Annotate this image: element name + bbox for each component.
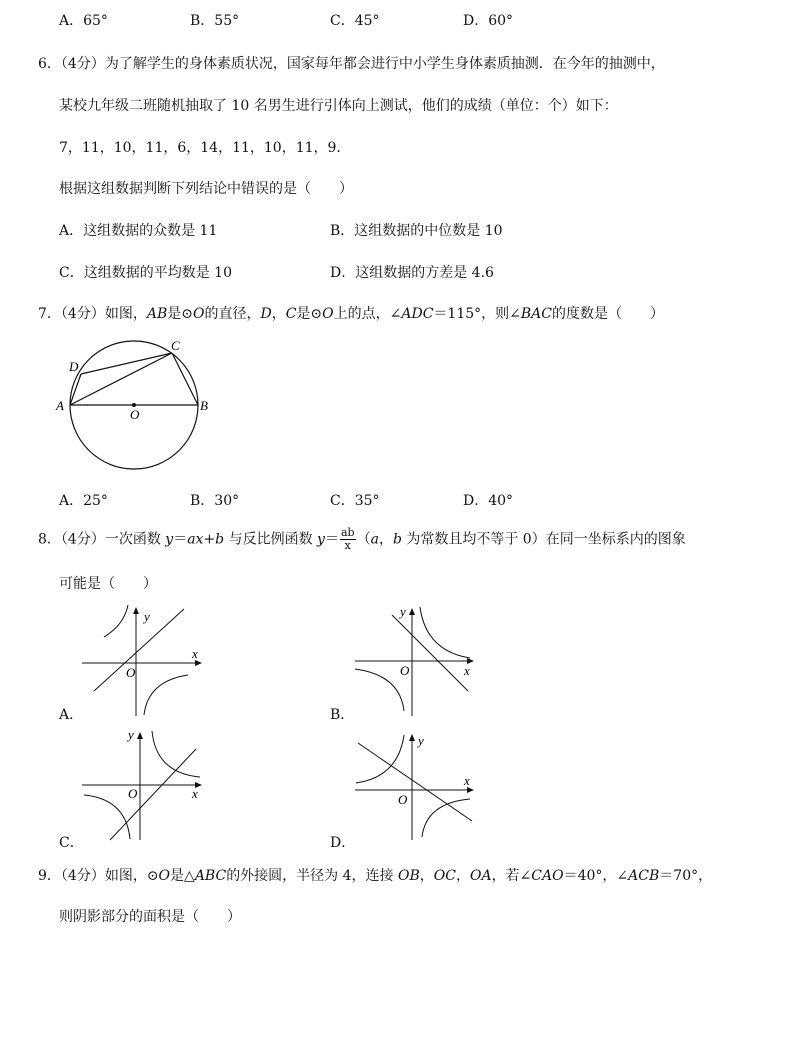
svg-text:x: x xyxy=(464,663,470,678)
q7-option-d: D．40° xyxy=(463,493,514,509)
svg-text:O: O xyxy=(126,665,136,680)
svg-text:y: y xyxy=(128,727,134,742)
q7-option-a: A．25° xyxy=(59,493,108,509)
svg-text:O: O xyxy=(128,786,138,801)
svg-text:x: x xyxy=(192,646,198,661)
q9-stem-line2: 则阴影部分的面积是（ ） xyxy=(59,909,241,925)
q6-option-b: B．这组数据的中位数是 10 xyxy=(330,223,503,239)
q6-stem-line2: 某校九年级二班随机抽取了 10 名男生进行引体向上测试，他们的成绩（单位：个）如下： xyxy=(59,98,618,114)
q8-graph-d xyxy=(350,727,480,842)
q8-stem-line1: 8．（4分）一次函数 y＝ax+b 与反比例函数 y＝ $\frac{ab}{x}$ （a，b 为常数且均不等于 0）在同一坐标系内的图象 xyxy=(38,526,686,552)
q8-graph-a xyxy=(80,603,210,718)
q6-stem-line1: 6．（4分）为了解学生的身体素质状况，国家每年都会进行中小学生身体素质抽测．在今年的抽测中， xyxy=(38,56,665,72)
label-b: B xyxy=(200,398,208,413)
label-d: D xyxy=(69,359,79,374)
q6-question: 根据这组数据判断下列结论中错误的是（ ） xyxy=(59,181,353,197)
fraction-ab-over-x: $\frac{ab}{x}$ xyxy=(340,526,355,552)
q6-data-line: 7，11，10，11，6，14，11，10，11，9． xyxy=(59,140,351,156)
label-a: A xyxy=(56,398,64,413)
label-o: O xyxy=(130,407,140,422)
q6-option-a: A．这组数据的众数是 11 xyxy=(59,223,218,239)
q7-circle-figure xyxy=(50,335,220,475)
q8-option-b-label: B． xyxy=(330,707,355,723)
q7-option-c: C．35° xyxy=(330,493,380,509)
q8-graph-c xyxy=(80,727,210,842)
chord-dc xyxy=(81,353,172,374)
q9-stem-line1: 9．（4分）如图，⊙O是△ABC的外接圆，半径为 4，连接 OB，OC，OA，若∠CAO＝40°，∠ACB＝70°， xyxy=(38,868,713,884)
q7-option-b: B．30° xyxy=(190,493,240,509)
svg-text:x: x xyxy=(464,773,470,788)
q8-option-a-label: A． xyxy=(59,707,84,723)
q7-stem: 7．（4分）如图，AB是⊙O的直径，D，C是⊙O上的点，∠ADC＝115°，则∠BAC的度数是（ ） xyxy=(38,306,664,322)
q8-stem-line2: 可能是（ ） xyxy=(59,576,157,592)
q8-option-c-label: C． xyxy=(59,835,84,851)
q5-option-c: C．45° xyxy=(330,13,380,29)
q5-option-a: A．65° xyxy=(59,13,108,29)
label-c: C xyxy=(171,338,180,353)
svg-text:y: y xyxy=(418,733,424,748)
chord-ac xyxy=(70,353,172,405)
q8-graph-b xyxy=(350,603,480,718)
svg-text:y: y xyxy=(400,604,406,619)
q6-option-d: D．这组数据的方差是 4.6 xyxy=(330,265,494,281)
svg-text:y: y xyxy=(144,609,150,624)
q5-option-d: D．60° xyxy=(463,13,514,29)
q8-option-d-label: D． xyxy=(330,835,356,851)
svg-text:O: O xyxy=(400,663,410,678)
q6-option-c: C．这组数据的平均数是 10 xyxy=(59,265,232,281)
svg-text:O: O xyxy=(398,792,408,807)
svg-text:x: x xyxy=(192,786,198,801)
q5-option-b: B．55° xyxy=(190,13,240,29)
chord-cb xyxy=(172,353,198,405)
